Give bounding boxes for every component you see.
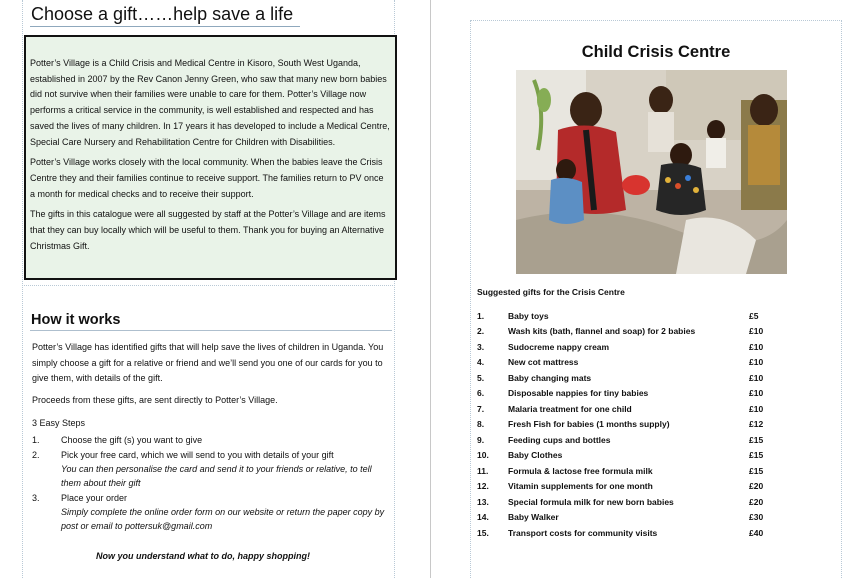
crisis-centre-photo — [516, 70, 787, 274]
gift-row — [477, 324, 777, 340]
step-number: 2. — [32, 449, 40, 460]
gift-price: £15 — [749, 465, 764, 476]
gift-row — [477, 339, 777, 355]
gift-name: Baby changing mats — [508, 372, 592, 383]
gift-row — [477, 463, 777, 479]
gift-row — [477, 510, 777, 526]
gift-number: 1. — [477, 310, 485, 321]
gift-number: 12. — [477, 481, 489, 492]
title-underline — [30, 26, 300, 27]
gift-name: Baby Walker — [508, 512, 559, 523]
step-item — [32, 448, 392, 490]
gift-row — [477, 386, 777, 402]
gift-number: 4. — [477, 357, 485, 368]
gift-row — [477, 401, 777, 417]
how-heading-underline — [30, 330, 392, 331]
gift-price: £20 — [749, 496, 764, 507]
gift-name: Wash kits (bath, flannel and soap) for 2 babies — [508, 326, 696, 337]
gift-row — [477, 432, 777, 448]
gift-price: £30 — [749, 512, 764, 523]
gift-number: 11. — [477, 465, 489, 476]
gift-number: 10. — [477, 450, 489, 461]
gift-number: 13. — [477, 496, 489, 507]
gift-price: £12 — [749, 419, 764, 430]
photo-illustration — [516, 70, 787, 274]
gift-price: £15 — [749, 434, 764, 445]
gift-name: Malaria treatment for one child — [508, 403, 632, 414]
steps-heading: 3 Easy Steps — [32, 418, 86, 429]
closing-line: Now you understand what to do, happy shopping! — [96, 551, 310, 561]
gift-price: £40 — [749, 527, 764, 538]
gift-number: 9. — [477, 434, 485, 445]
how-it-works-heading: How it works — [31, 312, 121, 328]
proceeds-text: Proceeds from these gifts, are sent directly to Potter’s Village. — [32, 394, 278, 405]
gift-number: 7. — [477, 403, 485, 414]
gift-number: 5. — [477, 372, 485, 383]
intro-paragraph-1: Potter’s Village is a Child Crisis and Medical Centre in Kisoro, South West Uganda, established in 2007 by the Rev Canon Jenny Green, who saw that many new born babies did not survive when their families were unable to care for them. Potter’s Village now performs a critical service in the community, is well established and respected and has saved the lives of many children. In 17 years it has developed to include a Medical Centre, Special Care Nursery and Rehabilitation Centre for Children with Disabilities. — [30, 58, 390, 147]
gift-name: Vitamin supplements for one month — [508, 481, 653, 492]
right-page-title: Child Crisis Centre — [581, 43, 731, 61]
gift-price: £20 — [749, 481, 764, 492]
section-separator — [22, 285, 395, 286]
step-item — [32, 433, 392, 447]
gift-number: 14. — [477, 512, 489, 523]
step-number: 3. — [32, 492, 40, 503]
intro-box — [24, 35, 397, 280]
gift-price: £10 — [749, 357, 764, 368]
gift-price: £10 — [749, 403, 764, 414]
gift-row — [477, 479, 777, 495]
gift-price: £15 — [749, 450, 764, 461]
gift-row — [477, 525, 777, 541]
gift-number: 15. — [477, 527, 489, 538]
gift-row — [477, 494, 777, 510]
gift-price: £10 — [749, 388, 764, 399]
gift-name: Formula & lactose free formula milk — [508, 465, 653, 476]
step-item — [32, 491, 392, 533]
how-it-works-body — [32, 340, 392, 533]
gift-name: Transport costs for community visits — [508, 527, 658, 538]
gift-list — [477, 308, 777, 541]
gift-name: Baby toys — [508, 310, 549, 321]
gift-row — [477, 448, 777, 464]
intro-paragraph-3: The gifts in this catalogue were all suggested by staff at the Potter’s Village and are items that they can buy locally which will be useful to them. Thank you for buying an Alternative Christmas Gift. — [30, 209, 386, 251]
gift-number: 2. — [477, 326, 485, 337]
page-divider — [430, 0, 431, 578]
left-page-title: Choose a gift……help save a life — [31, 4, 294, 24]
step-note: You can then personalise the card and send it to your friends or relative, to tell them about their gift — [61, 463, 372, 488]
gift-price: £10 — [749, 326, 764, 337]
gift-row — [477, 308, 777, 324]
gift-number: 3. — [477, 341, 485, 352]
step-text: Pick your free card, which we will send to you with details of your gift — [61, 449, 334, 460]
gifts-heading: Suggested gifts for the Crisis Centre — [477, 287, 625, 297]
gift-price: £10 — [749, 372, 764, 383]
gift-name: Disposable nappies for tiny babies — [508, 388, 649, 399]
gift-name: Sudocreme nappy cream — [508, 341, 610, 352]
step-text: Place your order — [61, 492, 128, 503]
gift-price: £10 — [749, 341, 764, 352]
gift-name: Baby Clothes — [508, 450, 563, 461]
gift-number: 6. — [477, 388, 485, 399]
intro-paragraph-2: Potter’s Village works closely with the local community. When the babies leave the Crisis Centre they and their families continue to receive support. The families return to PV once a month for medical checks and to receive their support. — [30, 157, 384, 199]
gift-price: £5 — [749, 310, 759, 321]
gift-row — [477, 355, 777, 371]
step-text: Choose the gift (s) you want to give — [61, 434, 203, 445]
gift-name: New cot mattress — [508, 357, 579, 368]
step-number: 1. — [32, 434, 40, 445]
gift-name: Special formula milk for new born babies — [508, 496, 674, 507]
gift-name: Fresh Fish for babies (1 months supply) — [508, 419, 670, 430]
how-paragraph: Potter’s Village has identified gifts that will help save the lives of children in Uganda. You simply choose a gift for a relative or friend and we’ll send you one of our cards for you to give them, with details of the gift. — [32, 342, 384, 384]
gift-name: Feeding cups and bottles — [508, 434, 611, 445]
gift-row — [477, 370, 777, 386]
gift-number: 8. — [477, 419, 485, 430]
gift-row — [477, 417, 777, 433]
step-note: Simply complete the online order form on our website or return the paper copy by post or email to pottersuk@gmail.com — [61, 506, 385, 531]
